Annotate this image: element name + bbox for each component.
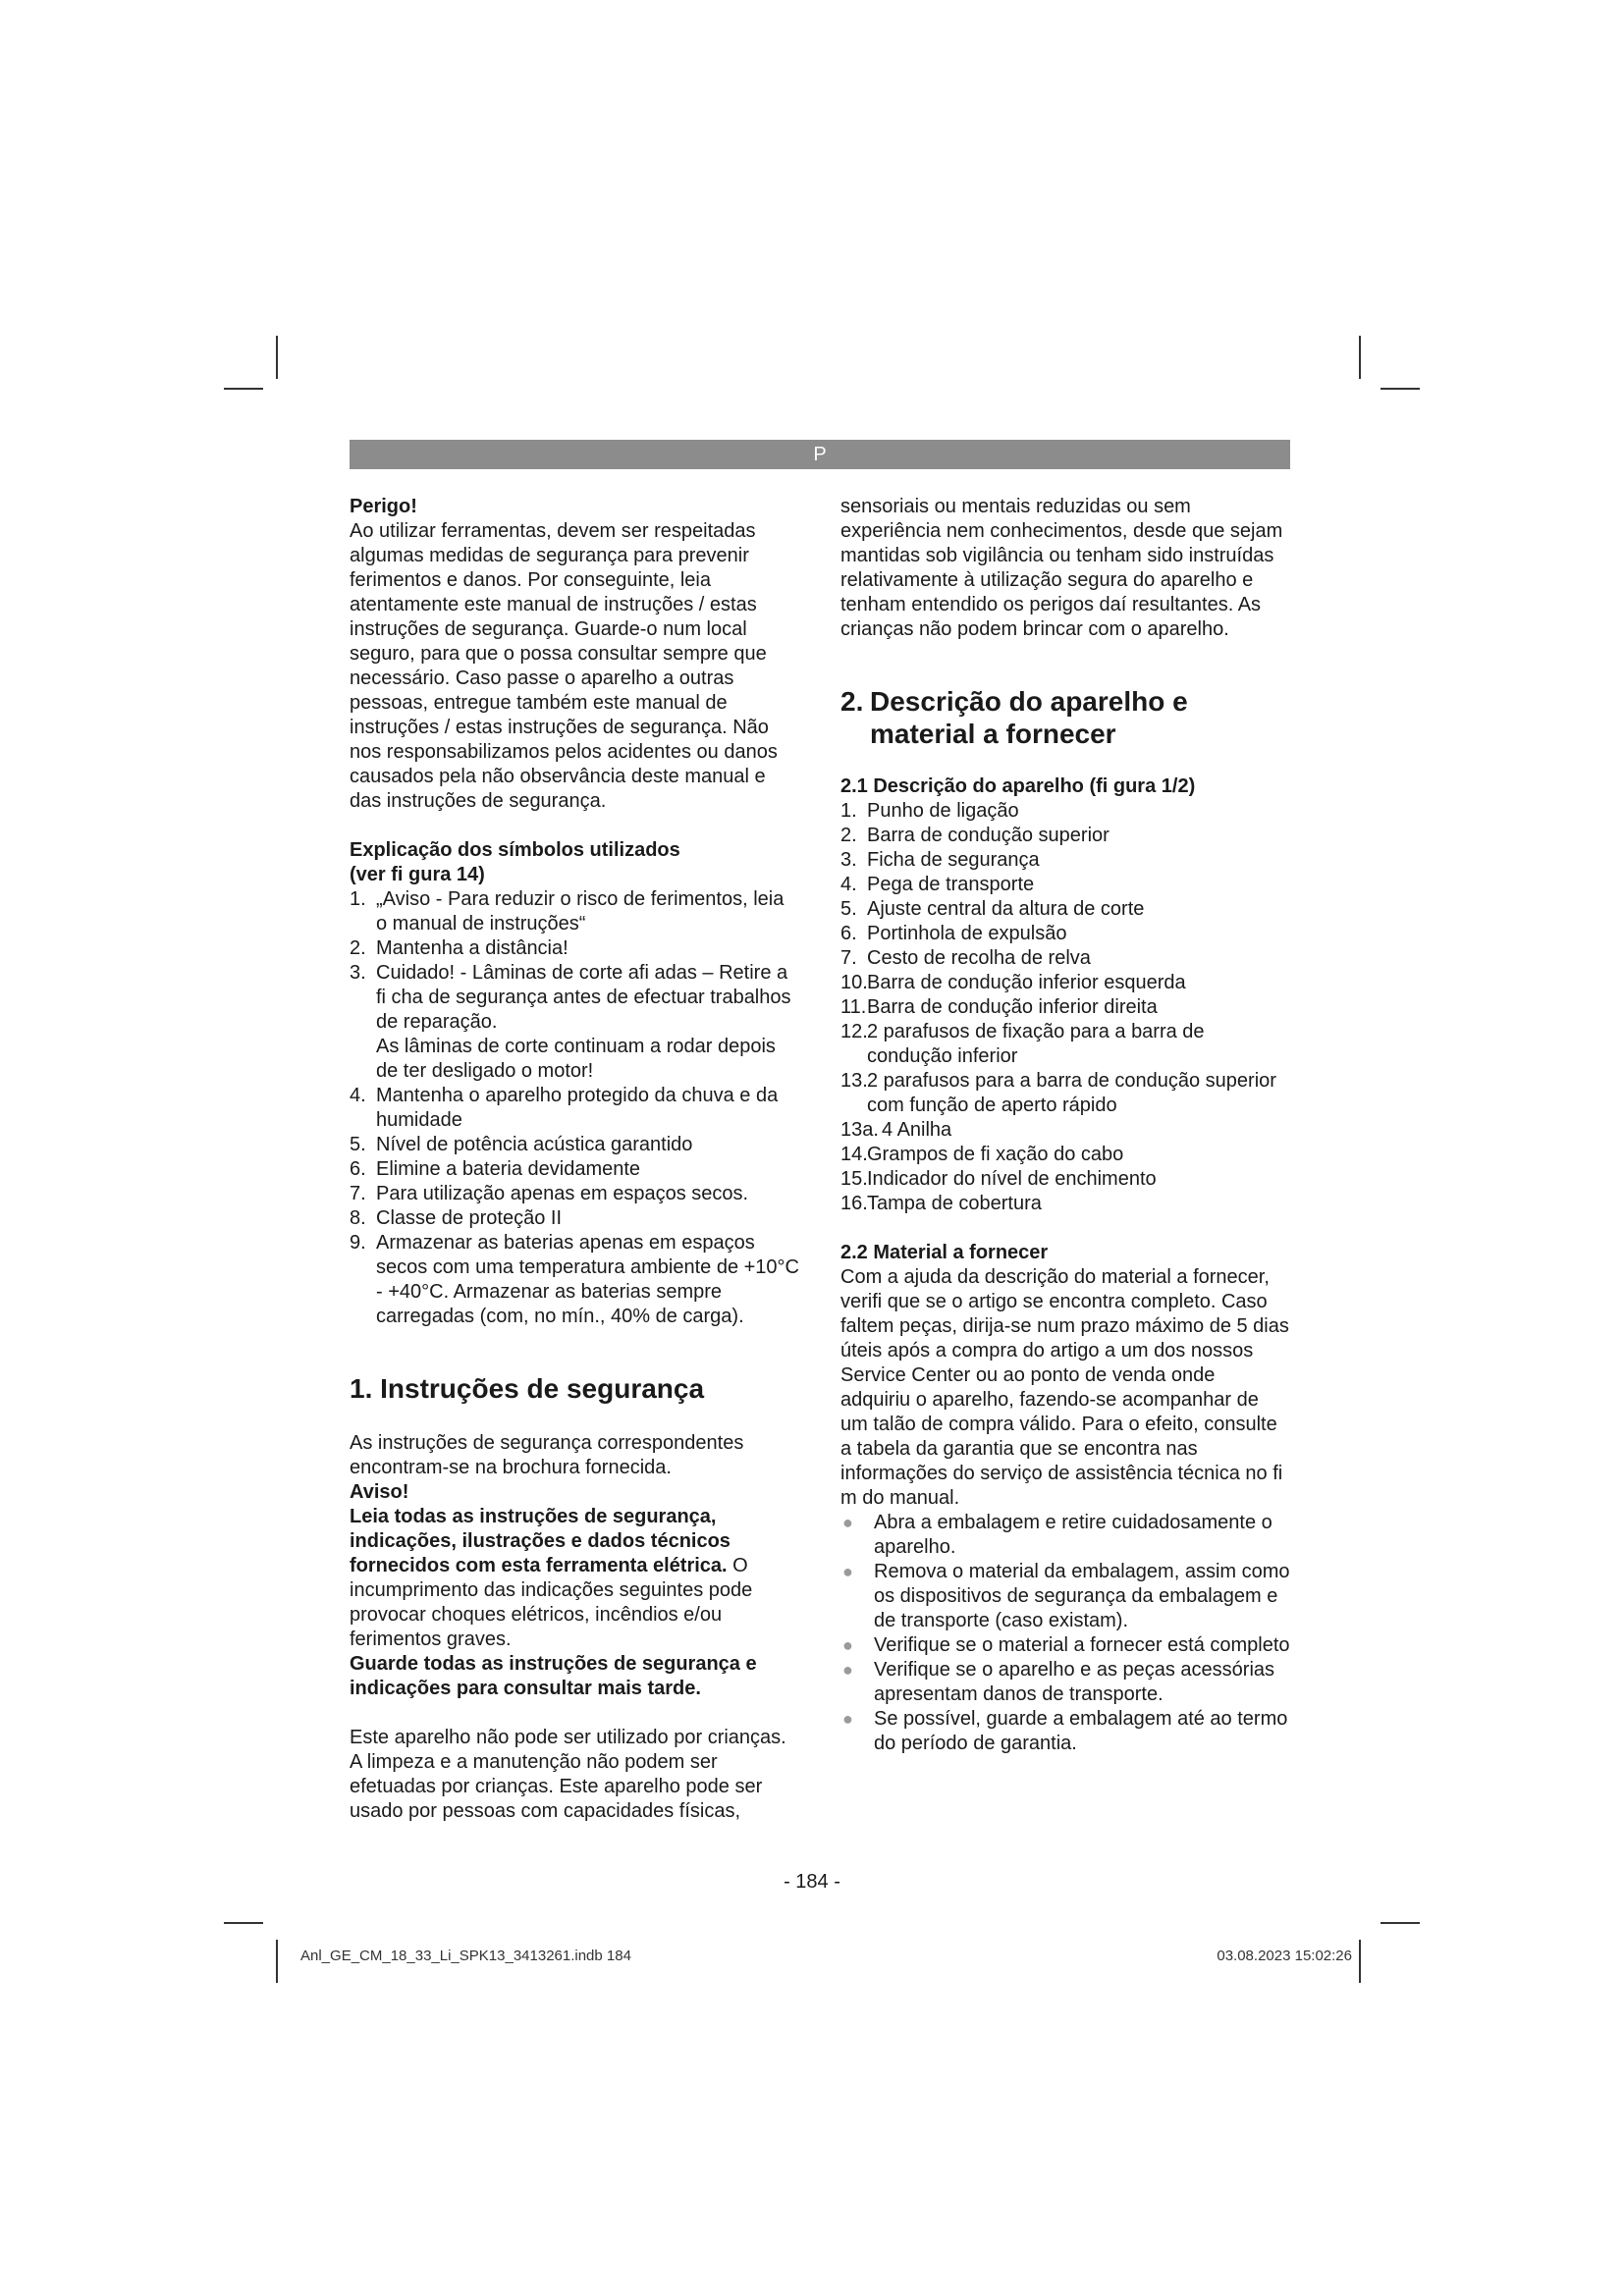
list-item: 1. „Aviso - Para reduzir o risco de ferimentos, leia o manual de instruções“ <box>350 888 785 934</box>
section-1-intro: As instruções de segurança correspondentes encontram-se na brochura fornecida. <box>350 1432 744 1478</box>
list-item: 4. Pega de transporte <box>840 874 1035 895</box>
crop-mark <box>276 1940 278 1983</box>
list-item: 13a. 4 Anilha <box>840 1119 952 1141</box>
warning-text: O incumprimento das indicações seguintes pode provocar choques elétricos, incêndios e/ou ferimentos graves. <box>350 1555 753 1650</box>
checklist <box>840 1511 1290 1756</box>
crop-mark <box>224 388 263 390</box>
section-2-2-text: Com a ajuda da descrição do material a fornecer, verifi que se o artigo se encontra completo. Caso faltem peças, dirija-se num prazo máximo de 5 dias úteis após a compra do artigo a um dos nossos Service Center ou ao ponto de venda onde adquiriu o aparelho, fazendo-se acompanhar de um talão de compra válido. Para o efeito, consulte a tabela da garantia que se encontra nas informações do serviço de assistência técnica no fi m do manual. <box>840 1266 1289 1509</box>
list-item: 3. Ficha de segurança <box>840 849 1040 871</box>
bullet-icon: ● <box>842 1635 853 1655</box>
list-item: 2. Barra de condução superior <box>840 825 1110 846</box>
list-item: 10. Barra de condução inferior esquerda <box>840 972 1186 993</box>
list-item: 12. 2 parafusos de fixação para a barra de condução inferior <box>840 1021 1205 1067</box>
bullet-icon: ● <box>842 1709 853 1729</box>
page-number: - 184 - <box>784 1871 840 1893</box>
symbols-item-3-extra: As lâminas de corte continuam a rodar depois de ter desligado o motor! <box>376 1036 776 1082</box>
language-header-bar <box>350 440 1290 469</box>
symbols-list <box>350 887 799 1329</box>
language-code: P <box>813 444 827 465</box>
section-2-number: 2. <box>840 686 864 717</box>
list-item: ● Verifique se o aparelho e as peças acessórias apresentam danos de transporte. <box>842 1659 1275 1705</box>
list-item: 6. Elimine a bateria devidamente <box>350 1158 641 1180</box>
danger-text: Ao utilizar ferramentas, devem ser respeitadas algumas medidas de segurança para prevenir ferimentos e danos. Por conseguinte, leia atentamente este manual de instruções / estas instruções de segurança. Guarde-o num local seguro, para que o possa consultar sempre que necessário. Caso passe o aparelho a outras pessoas, entregue também este manual de instruções / estas instruções de segurança. Não nos responsabilizamos pelos acidentes ou danos causados pela não observância deste manual e das instruções de segurança. <box>350 520 778 812</box>
section-2-heading: Descrição do aparelho e material a fornecer <box>870 686 1188 749</box>
keep-instructions-text: Guarde todas as instruções de segurança e indicações para consultar mais tarde. <box>350 1653 757 1699</box>
list-item: 5. Ajuste central da altura de corte <box>840 898 1145 920</box>
crop-mark <box>276 336 278 379</box>
list-item: ● Abra a embalagem e retire cuidadosamente o aparelho. <box>842 1512 1272 1558</box>
warning-bold-text: Leia todas as instruções de segurança, indicações, ilustrações e dados técnicos fornecidos com esta ferramenta elétrica. <box>350 1506 731 1576</box>
parts-list <box>840 799 1290 1216</box>
section-2-title <box>840 685 1290 750</box>
list-item: 14. Grampos de fi xação do cabo <box>840 1144 1124 1165</box>
list-item: 3. Cuidado! - Lâminas de corte afi adas – Retire a fi cha de segurança antes de efectuar trabalhos de reparação. As lâminas de corte continuam a rodar depois de ter desligado o motor! <box>350 962 791 1082</box>
crop-mark <box>1359 1940 1361 1983</box>
warning-label: Aviso! <box>350 1481 409 1503</box>
continued-text: sensoriais ou mentais reduzidas ou sem experiência nem conhecimentos, desde que sejam mantidas sob vigilância ou tenham sido instruídas relativamente à utilização segura do aparelho e tenham entendido os perigos daí resultantes. As crianças não podem brincar com o aparelho. <box>840 496 1283 640</box>
list-item: 16. Tampa de cobertura <box>840 1193 1042 1214</box>
section-2-1-title: 2.1 Descrição do aparelho (fi gura 1/2) <box>840 775 1196 797</box>
list-item: 13. 2 parafusos para a barra de condução superior com função de aperto rápido <box>840 1070 1276 1116</box>
list-item: 15. Indicador do nível de enchimento <box>840 1168 1157 1190</box>
symbols-title <box>350 838 799 887</box>
crop-mark <box>224 1922 263 1924</box>
bullet-icon: ● <box>842 1513 853 1532</box>
list-item: 5. Nível de potência acústica garantido <box>350 1134 693 1155</box>
list-item: 7. Cesto de recolha de relva <box>840 947 1091 969</box>
list-item: ● Verifique se o material a fornecer está completo <box>842 1634 1290 1656</box>
list-item: 8. Classe de proteção II <box>350 1207 562 1229</box>
crop-mark <box>1380 1922 1420 1924</box>
crop-mark <box>1359 336 1361 379</box>
list-item: ● Remova o material da embalagem, assim como os dispositivos de segurança da embalagem e de transporte (caso existam). <box>842 1561 1290 1631</box>
footer-file-name: Anl_GE_CM_18_33_Li_SPK13_3413261.indb 184 <box>300 1948 631 1964</box>
list-item: 6. Portinhola de expulsão <box>840 923 1067 944</box>
section-2-2-title: 2.2 Material a fornecer <box>840 1242 1049 1263</box>
list-item: 11. Barra de condução inferior direita <box>840 996 1158 1018</box>
right-column <box>840 495 1290 1756</box>
bullet-icon: ● <box>842 1660 853 1680</box>
danger-title: Perigo! <box>350 496 417 517</box>
list-item: 9. Armazenar as baterias apenas em espaços secos com uma temperatura ambiente de +10°C - +40°C. Armazenar as baterias sempre carregadas (com, no mín., 40% de carga). <box>350 1232 799 1327</box>
warning-paragraph <box>350 1505 799 1652</box>
list-item: 2. Mantenha a distância! <box>350 937 568 959</box>
list-item: 1. Punho de ligação <box>840 800 1019 822</box>
list-item: ● Se possível, guarde a embalagem até ao termo do período de garantia. <box>842 1708 1288 1754</box>
bullet-icon: ● <box>842 1562 853 1581</box>
symbols-title-line-2: (ver fi gura 14) <box>350 864 485 885</box>
left-column <box>350 495 799 1824</box>
list-item: 7. Para utilização apenas em espaços secos. <box>350 1183 749 1204</box>
crop-mark <box>1380 388 1420 390</box>
children-text: Este aparelho não pode ser utilizado por crianças. A limpeza e a manutenção não podem ser efetuadas por crianças. Este aparelho pode ser usado por pessoas com capacidades físicas, <box>350 1727 786 1822</box>
section-1-title: 1. Instruções de segurança <box>350 1373 705 1404</box>
symbols-title-line-1: Explicação dos símbolos utilizados <box>350 839 680 861</box>
footer-date-time: 03.08.2023 15:02:26 <box>1217 1948 1352 1964</box>
list-item: 4. Mantenha o aparelho protegido da chuva e da humidade <box>350 1085 779 1131</box>
